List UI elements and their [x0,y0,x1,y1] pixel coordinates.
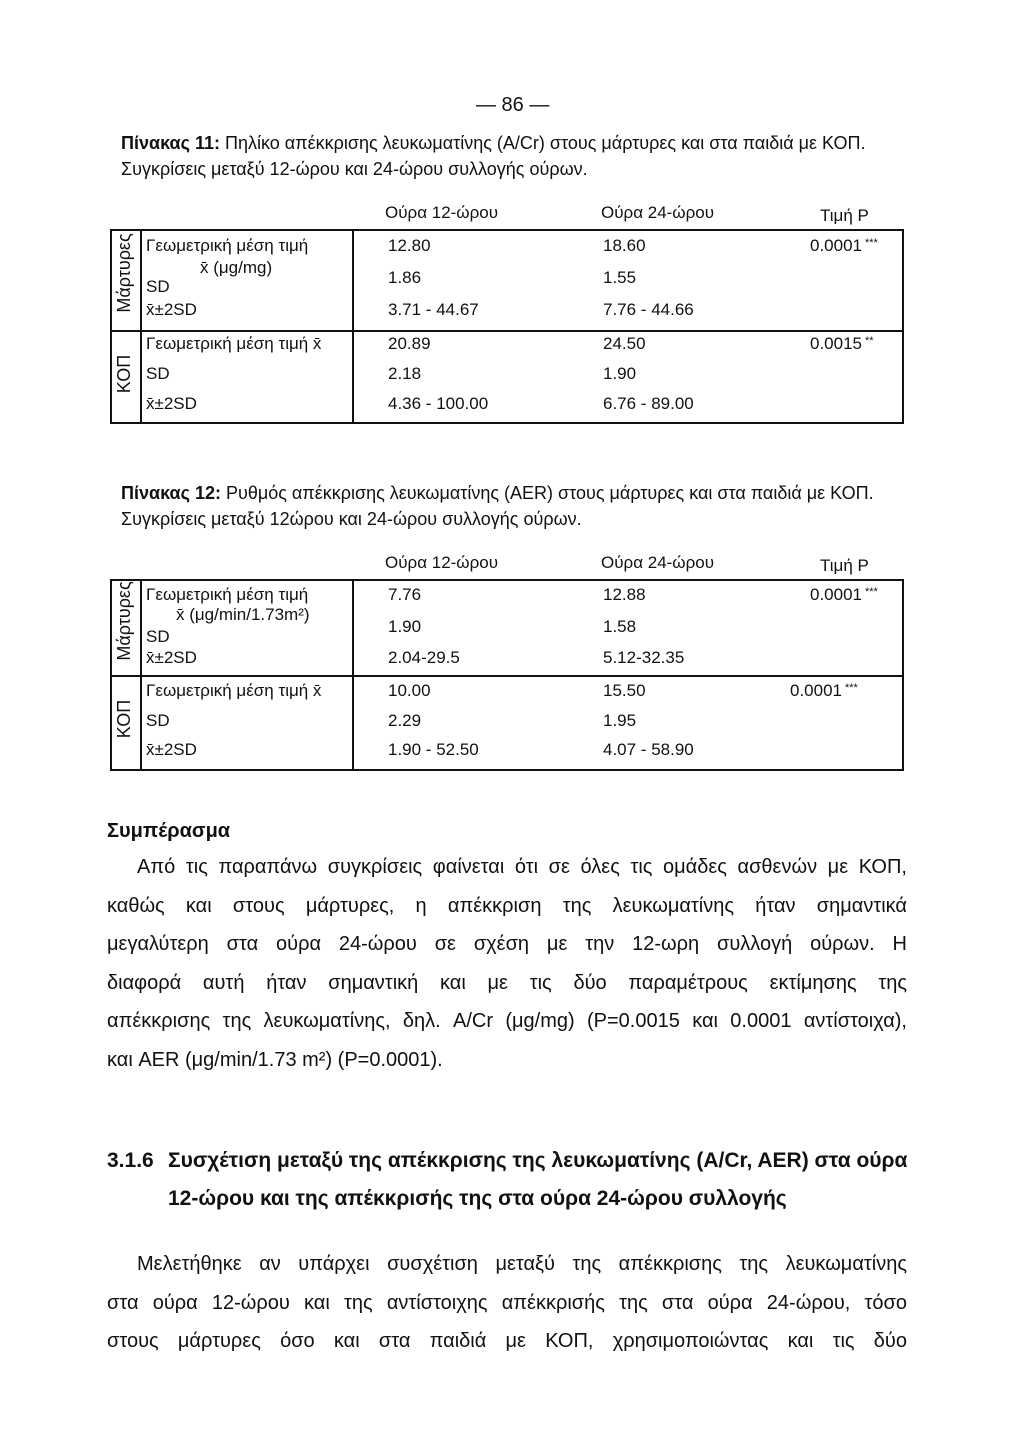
table12-controls-row2-label: SD [146,627,170,646]
table11-controls-p-sig: *** [865,237,878,249]
table11-kop-24h-sd: 1.90 [603,364,637,383]
section-line: Μελετήθηκε αν υπάρχει συσχέτιση μεταξύ της απέκκρισης της λευκωματίνης [137,1253,907,1275]
table12-kop-row3-label: x̄±2SD [146,740,197,759]
table11-kop-row3-label: x̄±2SD [146,394,197,413]
table11-caption-line2: Συγκρίσεις μεταξύ 12-ώρου και 24-ώρου συλλογής ούρων. [121,159,588,179]
table11-controls-row3-label: x̄±2SD [146,300,197,319]
conclusion-line: και AER (μg/min/1.73 m²) (P=0.0001). [107,1048,443,1071]
table12-col-24h: Ούρα 24-ώρου [601,553,715,572]
section-number: 3.1.6 [107,1149,154,1172]
page-number: — 86 — [476,94,550,116]
table11-controls-p [810,236,878,256]
table11-kop-row2-label: SD [146,364,170,383]
table12-controls-24h-sd: 1.58 [603,617,637,636]
table11-kop-12h-range: 4.36 - 100.00 [388,394,489,413]
table12-group-controls: Μάρτυρες [114,581,134,661]
table11-col-p: Τιμή Ρ [820,206,869,225]
table12-kop-row1-label: Γεωμετρική μέση τιμή x̄ [146,681,322,700]
table11-controls-12h-sd: 1.86 [388,268,422,287]
table11-label-column-divider [352,231,354,422]
table12-controls-24h-mean: 12.88 [603,585,646,604]
table12-controls-p-value: 0.0001 [810,585,862,604]
table11-controls-p-value: 0.0001 [810,236,862,255]
table12-controls-24h-range: 5.12-32.35 [603,648,685,667]
table12-controls-row3-label: x̄±2SD [146,648,197,667]
table11-kop-p-sig: ** [865,335,874,347]
table12-kop-24h-sd: 1.95 [603,711,637,730]
section-line: στους μάρτυρες όσο και στα παιδιά με ΚΟΠ, χρησιμοποιώντας και τις δύο [107,1330,907,1352]
table12-kop-p-value: 0.0001 [790,681,842,700]
table12-kop-12h-range: 1.90 - 52.50 [388,740,479,759]
table12-kop-p [790,681,858,701]
conclusion-heading: Συμπέρασμα [107,820,231,842]
table11-col-24h: Ούρα 24-ώρου [601,203,715,222]
table12-label-column-divider [352,581,354,769]
table11-controls-12h-range: 3.71 - 44.67 [388,300,479,319]
table11-controls-24h-sd: 1.55 [603,268,637,287]
table12-controls-row1-label: Γεωμετρική μέση τιμή [146,585,309,604]
table12-controls-12h-range: 2.04-29.5 [388,648,460,667]
conclusion-paragraph [107,848,907,1079]
table11-col-12h: Ούρα 12-ώρου [385,203,499,222]
table11-controls-row2-label: SD [146,277,170,296]
table12-kop-24h-range: 4.07 - 58.90 [603,740,694,759]
conclusion-line: καθώς και στους μάρτυρες, η απέκκριση της λευκωματίνης ήταν σημαντικά [107,894,907,917]
table11-kop-24h-mean: 24.50 [603,334,646,353]
table12-caption [121,480,874,506]
table11-controls-24h-range: 7.76 - 44.66 [603,300,694,319]
table12-controls-p-sig: *** [865,586,878,598]
table11-kop-12h-sd: 2.18 [388,364,422,383]
table11-group-kop: ΚΟΠ [114,354,134,394]
table11-kop-p-value: 0.0015 [810,334,862,353]
table11-kop-row1-label: Γεωμετρική μέση τιμή x̄ [146,334,322,353]
table11-group-column-divider [140,231,142,422]
table12-controls-12h-sd: 1.90 [388,617,422,636]
section-line: στα ούρα 12-ώρου και της αντίστοιχης απέκκρισής της στα ούρα 24-ώρου, τόσο [107,1291,907,1314]
section-title-line1: Συσχέτιση μεταξύ της απέκκρισης της λευκωματίνης (A/Cr, AER) στα ούρα [168,1149,908,1172]
table11-controls-row1-label: Γεωμετρική μέση τιμή [146,236,309,255]
table11-caption-text: Πηλίκο απέκκρισης λευκωματίνης (A/Cr) στους μάρτυρες και στα παιδιά με ΚΟΠ. [219,133,866,153]
table11-kop-p [810,334,874,354]
table12-kop-row2-label: SD [146,711,170,730]
table12-group-column-divider [140,581,142,769]
table11-kop-24h-range: 6.76 - 89.00 [603,394,694,413]
section-title-line2: 12-ώρου και της απέκκρισής της στα ούρα 24-ώρου συλλογής [168,1187,787,1210]
table11-caption-label: Πίνακας 11: [121,133,220,153]
table12-col-12h: Ούρα 12-ώρου [385,553,499,572]
table12-caption-line2: Συγκρίσεις μεταξύ 12ώρου και 24-ώρου συλλογής ούρων. [121,509,582,529]
conclusion-line: μεγαλύτερη στα ούρα 24-ώρου σε σχέση με την 12-ωρη συλλογή ούρων. Η [107,933,907,955]
table12-controls-12h-mean: 7.76 [388,585,422,604]
table12-group-divider [112,675,902,677]
section-paragraph [107,1245,907,1361]
table11-controls-12h-mean: 12.80 [388,236,431,255]
conclusion-line: διαφορά αυτή ήταν σημαντική και με τις δύο παραμέτρους εκτίμησης της [107,971,907,994]
table12-controls-row1-sublabel: x̄ (μg/min/1.73m²) [176,605,310,624]
table12-col-p: Τιμή Ρ [820,556,869,575]
table12-kop-12h-sd: 2.29 [388,711,422,730]
table12-caption-text: Ρυθμός απέκκρισης λευκωματίνης (AER) στους μάρτυρες και στα παιδιά με ΚΟΠ. [220,483,874,503]
table11-controls-row1-sublabel: x̄ (μg/mg) [200,258,273,277]
table12-group-kop: ΚΟΠ [114,699,134,739]
table11-group-controls: Μάρτυρες [114,233,134,313]
table11-kop-12h-mean: 20.89 [388,334,431,353]
table12-caption-label: Πίνακας 12: [121,483,221,503]
table12-kop-p-sig: *** [845,682,858,694]
conclusion-line: απέκκρισης της λευκωματίνης, δηλ. A/Cr (μg/mg) (P=0.0015 και 0.0001 αντίστοιχα), [107,1010,907,1032]
table12-controls-p [810,585,878,605]
table11-caption [121,130,865,156]
table12-kop-12h-mean: 10.00 [388,681,431,700]
table11-group-divider [112,330,902,332]
conclusion-line: Από τις παραπάνω συγκρίσεις φαίνεται ότι σε όλες τις ομάδες ασθενών με ΚΟΠ, [137,856,907,878]
table11-controls-24h-mean: 18.60 [603,236,646,255]
table12-kop-24h-mean: 15.50 [603,681,646,700]
